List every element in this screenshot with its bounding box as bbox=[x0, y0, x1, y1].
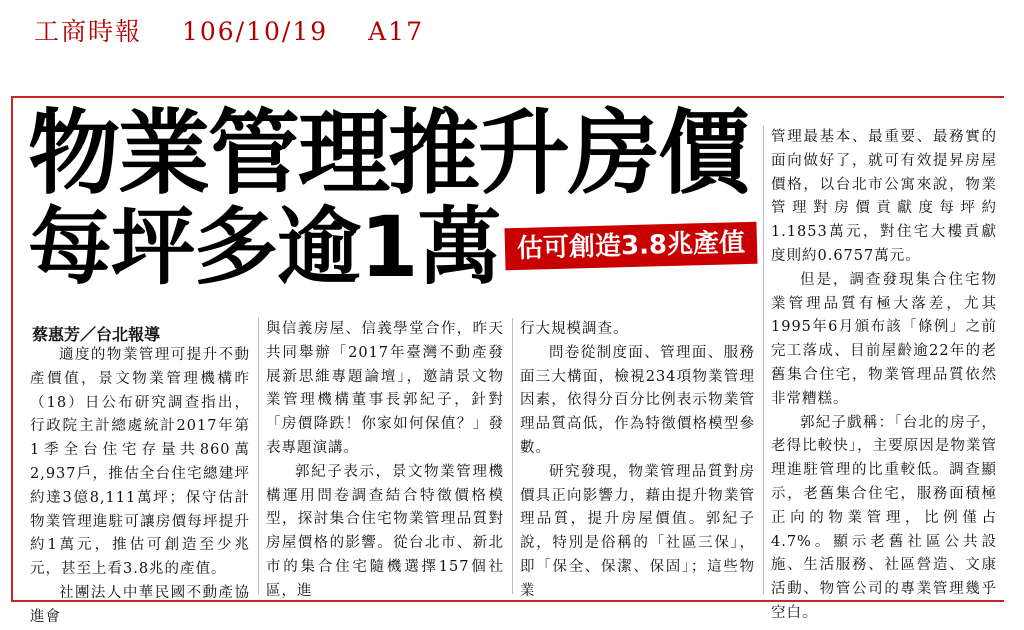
headline-line-2: 每坪多逾1萬 bbox=[28, 198, 501, 296]
paragraph: 管理最基本、最重要、最務實的面向做好了，就可有效提昇房屋價格，以台北市公寓來說，物業管理對房價貢獻度每坪約1.1853萬元，對住宅大樓貢獻度則約0.6757萬元。 bbox=[771, 129, 997, 264]
column-divider bbox=[512, 318, 513, 594]
page-number: A17 bbox=[368, 17, 424, 46]
newspaper-header bbox=[34, 12, 454, 48]
article-column-4 bbox=[771, 126, 997, 621]
paragraph: 問卷從制度面、管理面、服務面三大構面，檢視234項物業管理因素，依得分百分比例表示物業管理品質高低，作為特徵價格模型參數。 bbox=[520, 344, 755, 456]
subheadline-banner: 估可創造3.8兆產值 bbox=[504, 222, 757, 271]
article-column-3 bbox=[520, 318, 755, 599]
issue-date: 106/10/19 bbox=[181, 17, 329, 46]
headline-line-1: 物業管理推升房價 bbox=[28, 100, 749, 207]
frame-edge-gap bbox=[1004, 96, 1010, 602]
article-column-1 bbox=[30, 344, 250, 625]
paragraph: 與信義房屋、信義學堂合作，昨天共同舉辦「2017年臺灣不動產發展新思維專題論壇」，邀請景文物業管理機構董事長郭紀子，針對「房價降跌！你家如何保值？」發表專題演講。 bbox=[266, 321, 504, 456]
column-divider bbox=[763, 126, 764, 594]
paragraph: 行大規模調查。 bbox=[520, 321, 629, 337]
paragraph: 郭紀子表示，景文物業管理機構運用問卷調查結合特徵價格模型，探討集合住宅物業管理品質對房屋價格的影響。從台北市、新北市的集合住宅隨機選擇157個社區，進 bbox=[266, 463, 504, 599]
paragraph: 但是，調查發現集合住宅物業管理品質有極大落差，尤其1995年6月頒布該「條例」之前完工落成、目前屋齡逾22年的老舊集合住宅，物業管理品質依然非常糟糕。 bbox=[771, 271, 997, 407]
byline: 蔡惠芳／台北報導 bbox=[32, 325, 161, 344]
newspaper-name: 工商時報 bbox=[34, 17, 143, 46]
paragraph: 郭紀子戲稱：「台北的房子，老得比較快」，主要原因是物業管理進駐管理的比重較低。調查顯示，老舊集合住宅，服務面積極正向的物業管理，比例僅占4.7%。顯示老舊社區公共設施、生活服務、社區營造、文康活動、物管公司的專業管理幾乎空白。 bbox=[771, 414, 997, 621]
article-column-2 bbox=[266, 318, 504, 599]
column-divider bbox=[258, 318, 259, 594]
paragraph: 社團法人中華民國不動產協進會 bbox=[30, 584, 250, 625]
paragraph: 適度的物業管理可提升不動產價值，景文物業管理機構昨（18）日公布研究調查指出，行政院主計總處統計2017年第1季全台住宅存量共860萬2,937戶，推估全台住宅總建坪約達3億8,111萬坪；保守估計物業管理進駐可讓房價每坪提升約1萬元，推估可創造至少兆元，甚至上看3.8兆的產值。 bbox=[30, 347, 250, 578]
paragraph: 研究發現，物業管理品質對房價具正向影響力，藉由提升物業管理品質，提升房屋價值。郭紀子說，特別是俗稱的「社區三保」，即「保全、保潔、保固」；這些物業 bbox=[520, 463, 755, 599]
